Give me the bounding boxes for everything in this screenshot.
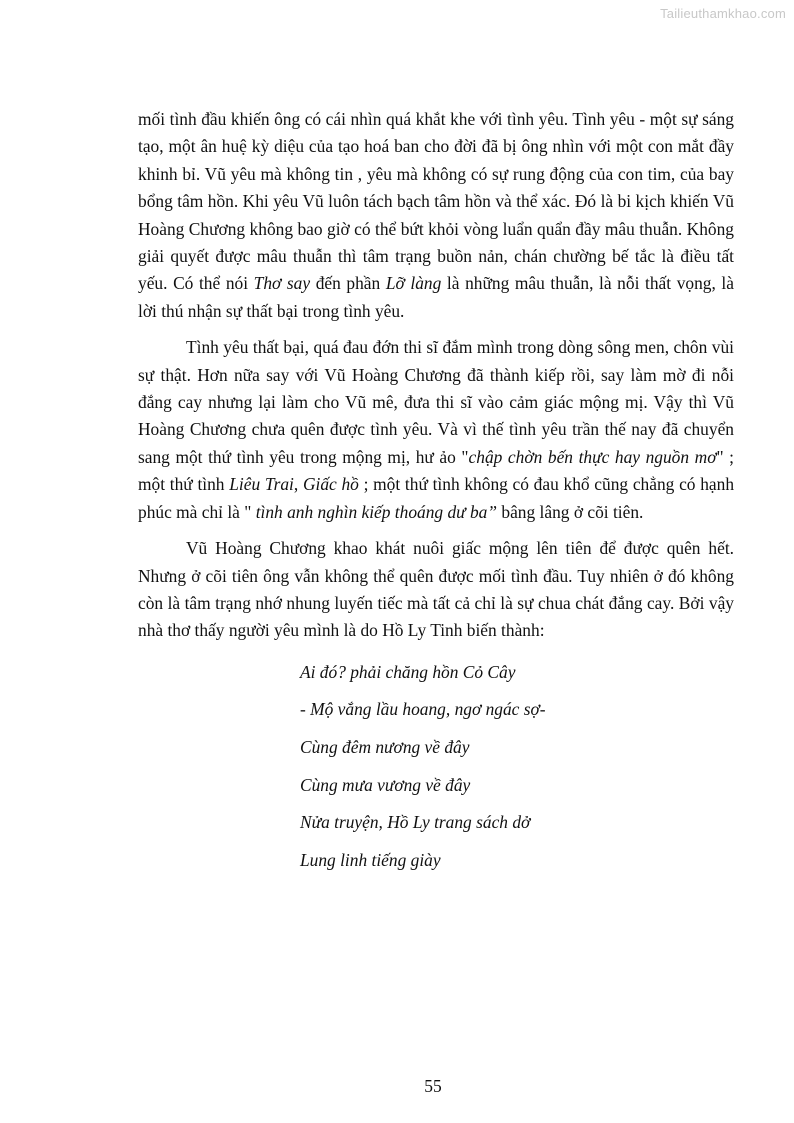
italic-text: Thơ say — [253, 273, 311, 294]
text-segment: là những mâu thuẫn, là nỗi thất vọng, là lời thú nhận sự thất bại trong tình yêu. — [138, 273, 734, 321]
poem-line: - Mộ vắng lầu hoang, ngơ ngác sợ- — [300, 699, 546, 720]
page-number: 55 — [424, 1076, 442, 1096]
poem-line: Ai đó? phải chăng hồn Cỏ Cây — [300, 661, 516, 682]
poem-line: Cùng đêm nương về đây — [300, 736, 470, 757]
document-body — [138, 106, 734, 879]
text-segment: Tình yêu thất bại, quá đau đớn thi sĩ đắm mình trong dòng sông men, chôn vùi sự thật. Hơn nữa say với Vũ Hoàng Chương đã thành kiếp rồi, say làm mờ đi nỗi đắng cay nhưng lại làm cho Vũ mê, đưa thi sĩ vào cảm giác mộng mị. Vậy thì Vũ Hoàng Chương chưa quên được tình yêu. Và vì thế tình yêu trần thế nay đã chuyển sang một thứ tình yêu trong mộng mị, hư ảo " — [138, 337, 734, 467]
text-segment: ; một thứ tình không có đau khổ cũng chẳng có hạnh phúc mà chỉ là " — [138, 474, 735, 522]
poem-line: Cùng mưa vương về đây — [300, 774, 471, 795]
italic-text: chập chờn bến thực hay nguồn mơ — [468, 446, 717, 467]
paragraph — [138, 334, 734, 526]
italic-text: Liêu Trai — [229, 474, 294, 495]
paragraph — [138, 106, 734, 325]
text-segment: bâng lâng ở cõi tiên. — [497, 501, 644, 522]
text-segment: mối tình đầu khiến ông có cái nhìn quá khắt khe với tình yêu. Tình yêu - một sự sáng tạo, một ân huệ kỳ diệu của tạo hoá ban cho đời đã bị ông nhìn với một con mắt đầy khinh bỉ. Vũ yêu mà không tin , yêu mà không có sự rung động của con tim, của bay bổng tâm hồn. Khi yêu Vũ luôn tách bạch tâm hồn và thể xác. Đó là bi kịch khiến Vũ Hoàng Chương không bao giờ có thể bứt khỏi vòng luẩn quẩn đầy mâu thuẫn. Không giải quyết được mâu thuẫn thì tâm trạng buồn nản, chán chường bế tắc là điều tất yếu. Có thể nói — [138, 109, 734, 294]
text-segment: , — [293, 474, 303, 495]
poem-block — [138, 654, 734, 880]
italic-text: Lỡ làng — [385, 273, 442, 294]
italic-text: Giấc hồ — [302, 474, 359, 495]
paragraph-list — [138, 106, 734, 645]
paragraph — [138, 535, 734, 645]
text-segment: Vũ Hoàng Chương khao khát nuôi giấc mộng lên tiên để được quên hết. Nhưng ở cõi tiên ông vẫn không thể quên được mối tình đầu. Tuy nhiên ở đó không còn là tâm trạng nhớ nhung luyến tiếc mà tất cả chỉ là sự chua chát đắng cay. Bởi vậy nhà thơ thấy người yêu mình là do Hồ Ly Tinh biến thành: — [138, 538, 734, 641]
text-segment: " ; một thứ tình — [138, 446, 734, 495]
italic-text: tình anh nghìn kiếp thoáng dư ba” — [255, 501, 498, 522]
poem-line: Lung linh tiếng giày — [300, 849, 441, 870]
poem-line: Nửa truyện, Hồ Ly trang sách dở — [300, 812, 531, 833]
text-segment: đến phần — [310, 273, 386, 294]
watermark: Tailieuthamkhao.com — [660, 6, 786, 21]
